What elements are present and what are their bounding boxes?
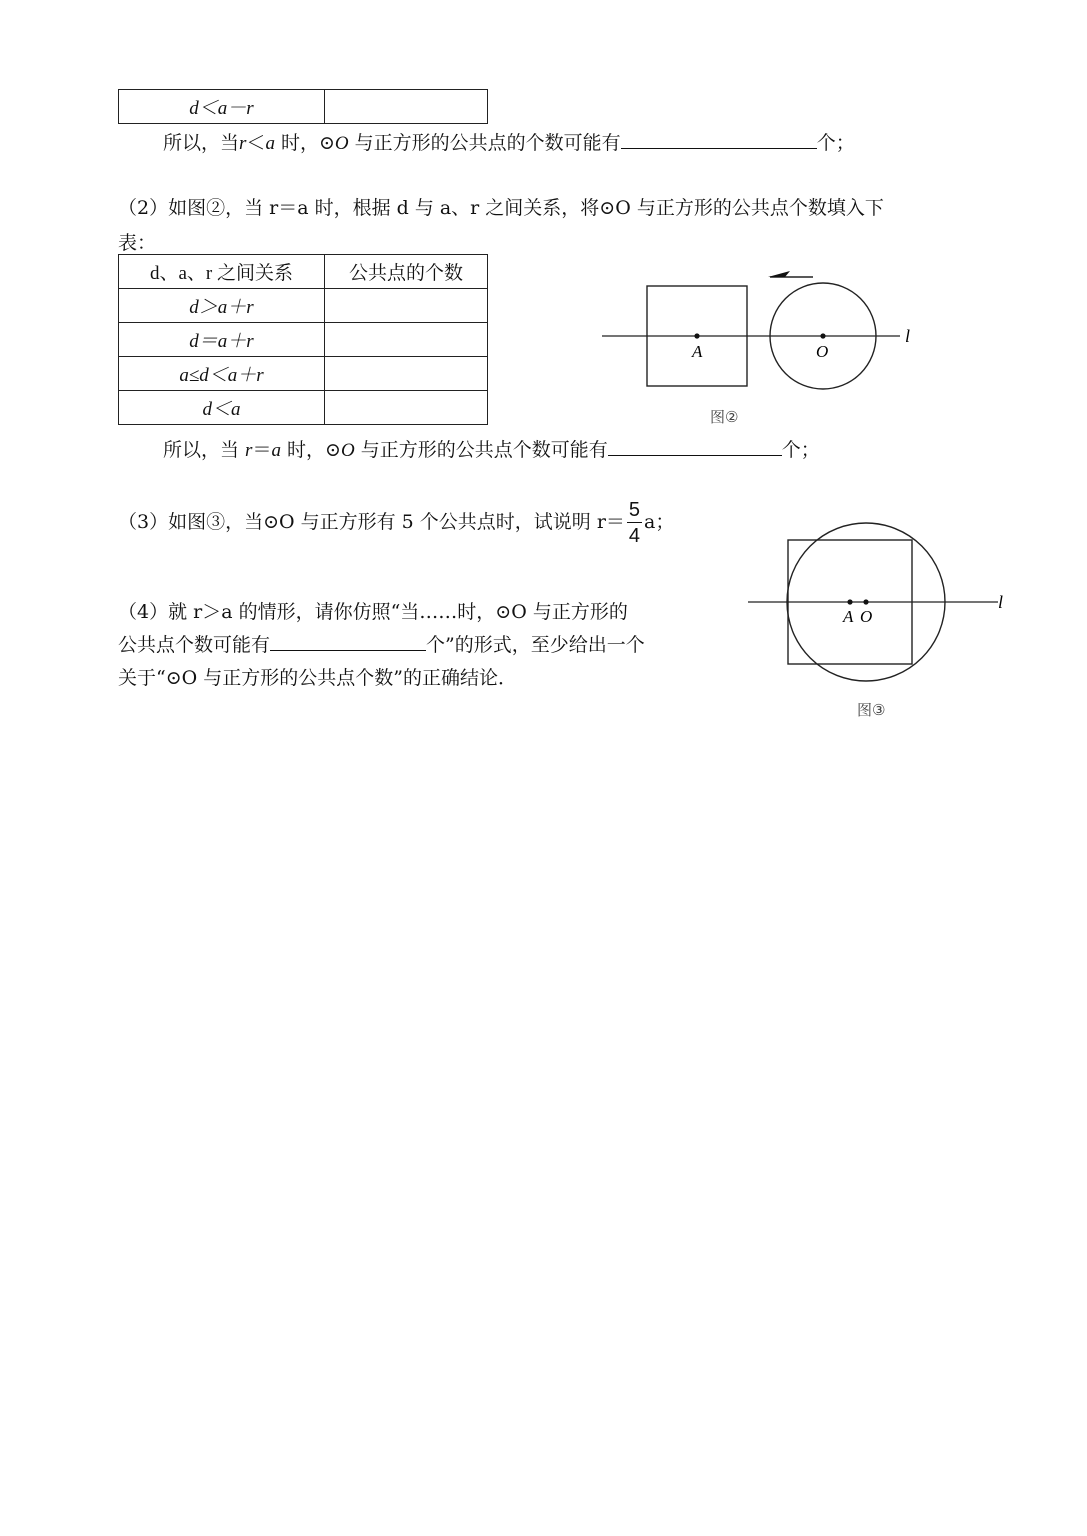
part2-prompt-line2: 表： [118, 232, 157, 254]
part2-table [118, 254, 488, 425]
part3-prompt: （3）如图③，当⊙O 与正方形有 5 个公共点时，试说明 r＝ $\frac{5}{4}$ a； [118, 499, 675, 547]
table-header-count: 公共点的个数 [325, 255, 488, 289]
table-row-relation: d＝a＋r [119, 323, 325, 357]
figure-2-caption: 图② [710, 408, 739, 426]
table-row-answer[interactable] [325, 391, 488, 425]
label-o: O [816, 342, 829, 361]
part4-line2: 公共点个数可能有 个”的形式，至少给出一个 [118, 634, 645, 656]
label-l: l [998, 592, 1004, 612]
table-row-answer[interactable] [325, 289, 488, 323]
arrow-left-icon [768, 271, 790, 277]
top-table [118, 89, 488, 124]
answer-blank-3[interactable] [270, 632, 426, 651]
point-o [863, 599, 868, 604]
label-l: l [905, 326, 911, 346]
answer-blank-1[interactable] [621, 130, 817, 149]
table-row-answer[interactable] [325, 357, 488, 391]
label-a: A [692, 342, 703, 361]
part4-line1: （4）就 r＞a 的情形，请你仿照“当……时，⊙O 与正方形的 [118, 601, 628, 623]
answer-blank-2[interactable] [608, 437, 782, 456]
fraction-5-4: $\frac{5}{4}$ [628, 499, 641, 547]
figure-3-caption: 图③ [857, 701, 886, 719]
table-row-relation: d＜a [119, 391, 325, 425]
top-table-cell-answer [325, 90, 488, 124]
part2-prompt-line1: （2）如图②，当 r＝a 时，根据 d 与 a、r 之间关系，将⊙O 与正方形的公共点个数填入下 [118, 197, 884, 219]
figure-2 [595, 262, 925, 432]
table-row-relation: d＞a＋r [119, 289, 325, 323]
point-a [694, 333, 699, 338]
label-o: O [860, 607, 873, 626]
table-header-relation: d、a、r 之间关系 [119, 255, 325, 289]
label-a: A [843, 607, 854, 626]
figure-3 [740, 515, 1070, 730]
top-table-cell-relation: d＜a－r [119, 90, 325, 124]
part2-conclusion: 所以，当 r＝a 时，⊙O 与正方形的公共点个数可能有 个； [163, 439, 820, 461]
point-a [847, 599, 852, 604]
part1-conclusion: 所以，当r＜a 时，⊙O 与正方形的公共点的个数可能有 个； [163, 132, 855, 154]
point-o [820, 333, 825, 338]
table-row-answer[interactable] [325, 323, 488, 357]
part4-line3: 关于“⊙O 与正方形的公共点个数”的正确结论． [118, 667, 517, 689]
table-row-relation: a≤d＜a＋r [119, 357, 325, 391]
